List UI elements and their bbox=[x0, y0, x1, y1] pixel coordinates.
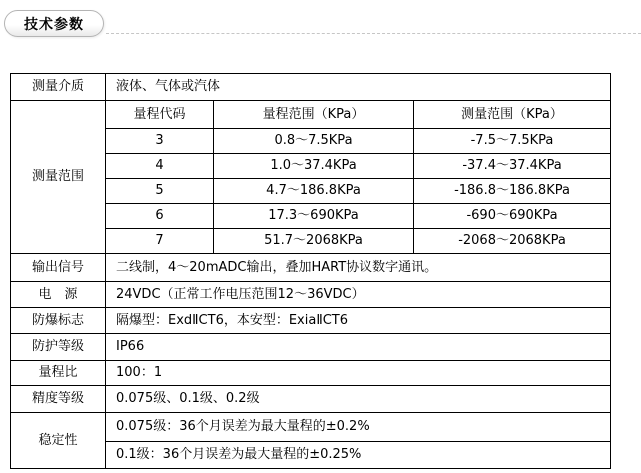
measure-range-cell: -7.5～7.5KPa bbox=[414, 129, 611, 154]
table-row bbox=[11, 413, 611, 442]
range-code-cell: 3 bbox=[106, 129, 214, 154]
row-label-measuring-range: 测量范围 bbox=[11, 101, 106, 254]
technical-parameters-table bbox=[10, 73, 611, 469]
stability-value-2: 0.1级：36个月误差为最大量程的±0.25% bbox=[106, 442, 611, 469]
table-row bbox=[11, 101, 611, 129]
span-range-cell: 51.7～2068KPa bbox=[214, 229, 414, 254]
protection-value: IP66 bbox=[106, 334, 611, 361]
measure-range-cell: -2068～2068KPa bbox=[414, 229, 611, 254]
table-row bbox=[11, 386, 611, 413]
table-row bbox=[11, 308, 611, 334]
section-divider bbox=[106, 33, 641, 34]
range-code-cell: 5 bbox=[106, 179, 214, 204]
row-label-output-signal: 输出信号 bbox=[11, 254, 106, 282]
column-header-range-code: 量程代码 bbox=[106, 101, 214, 129]
row-label-turndown-ratio: 量程比 bbox=[11, 361, 106, 386]
section-title: 技术参数 bbox=[24, 16, 84, 33]
explosion-proof-value: 隔爆型：ExdⅡCT6，本安型：ExiaⅡCT6 bbox=[106, 308, 611, 334]
table-row bbox=[11, 282, 611, 308]
row-label-stability: 稳定性 bbox=[11, 413, 106, 469]
range-code-cell: 6 bbox=[106, 204, 214, 229]
row-label-explosion-proof: 防爆标志 bbox=[11, 308, 106, 334]
table-row bbox=[11, 361, 611, 386]
column-header-span-range: 量程范围（KPa） bbox=[214, 101, 414, 129]
span-range-cell: 17.3～690KPa bbox=[214, 204, 414, 229]
measuring-medium-value: 液体、气体或汽体 bbox=[106, 74, 611, 101]
measure-range-cell: -186.8～186.8KPa bbox=[414, 179, 611, 204]
table-row bbox=[11, 334, 611, 361]
output-signal-value: 二线制，4～20mADC输出，叠加HART协议数字通讯。 bbox=[106, 254, 611, 282]
row-label-power: 电 源 bbox=[11, 282, 106, 308]
row-label-protection: 防护等级 bbox=[11, 334, 106, 361]
power-value: 24VDC（正常工作电压范围12～36VDC） bbox=[106, 282, 611, 308]
stability-value-1: 0.075级：36个月误差为最大量程的±0.2% bbox=[106, 413, 611, 442]
range-code-cell: 7 bbox=[106, 229, 214, 254]
row-label-accuracy: 精度等级 bbox=[11, 386, 106, 413]
span-range-cell: 1.0～37.4KPa bbox=[214, 154, 414, 179]
table-row bbox=[11, 74, 611, 101]
column-header-measure-range: 测量范围（KPa） bbox=[414, 101, 611, 129]
span-range-cell: 0.8～7.5KPa bbox=[214, 129, 414, 154]
accuracy-value: 0.075级、0.1级、0.2级 bbox=[106, 386, 611, 413]
section-title-pill bbox=[4, 10, 104, 37]
range-code-cell: 4 bbox=[106, 154, 214, 179]
row-label-measuring-medium: 测量介质 bbox=[11, 74, 106, 101]
turndown-ratio-value: 100：1 bbox=[106, 361, 611, 386]
measure-range-cell: -37.4～37.4KPa bbox=[414, 154, 611, 179]
span-range-cell: 4.7～186.8KPa bbox=[214, 179, 414, 204]
table-row bbox=[11, 254, 611, 282]
measure-range-cell: -690～690KPa bbox=[414, 204, 611, 229]
